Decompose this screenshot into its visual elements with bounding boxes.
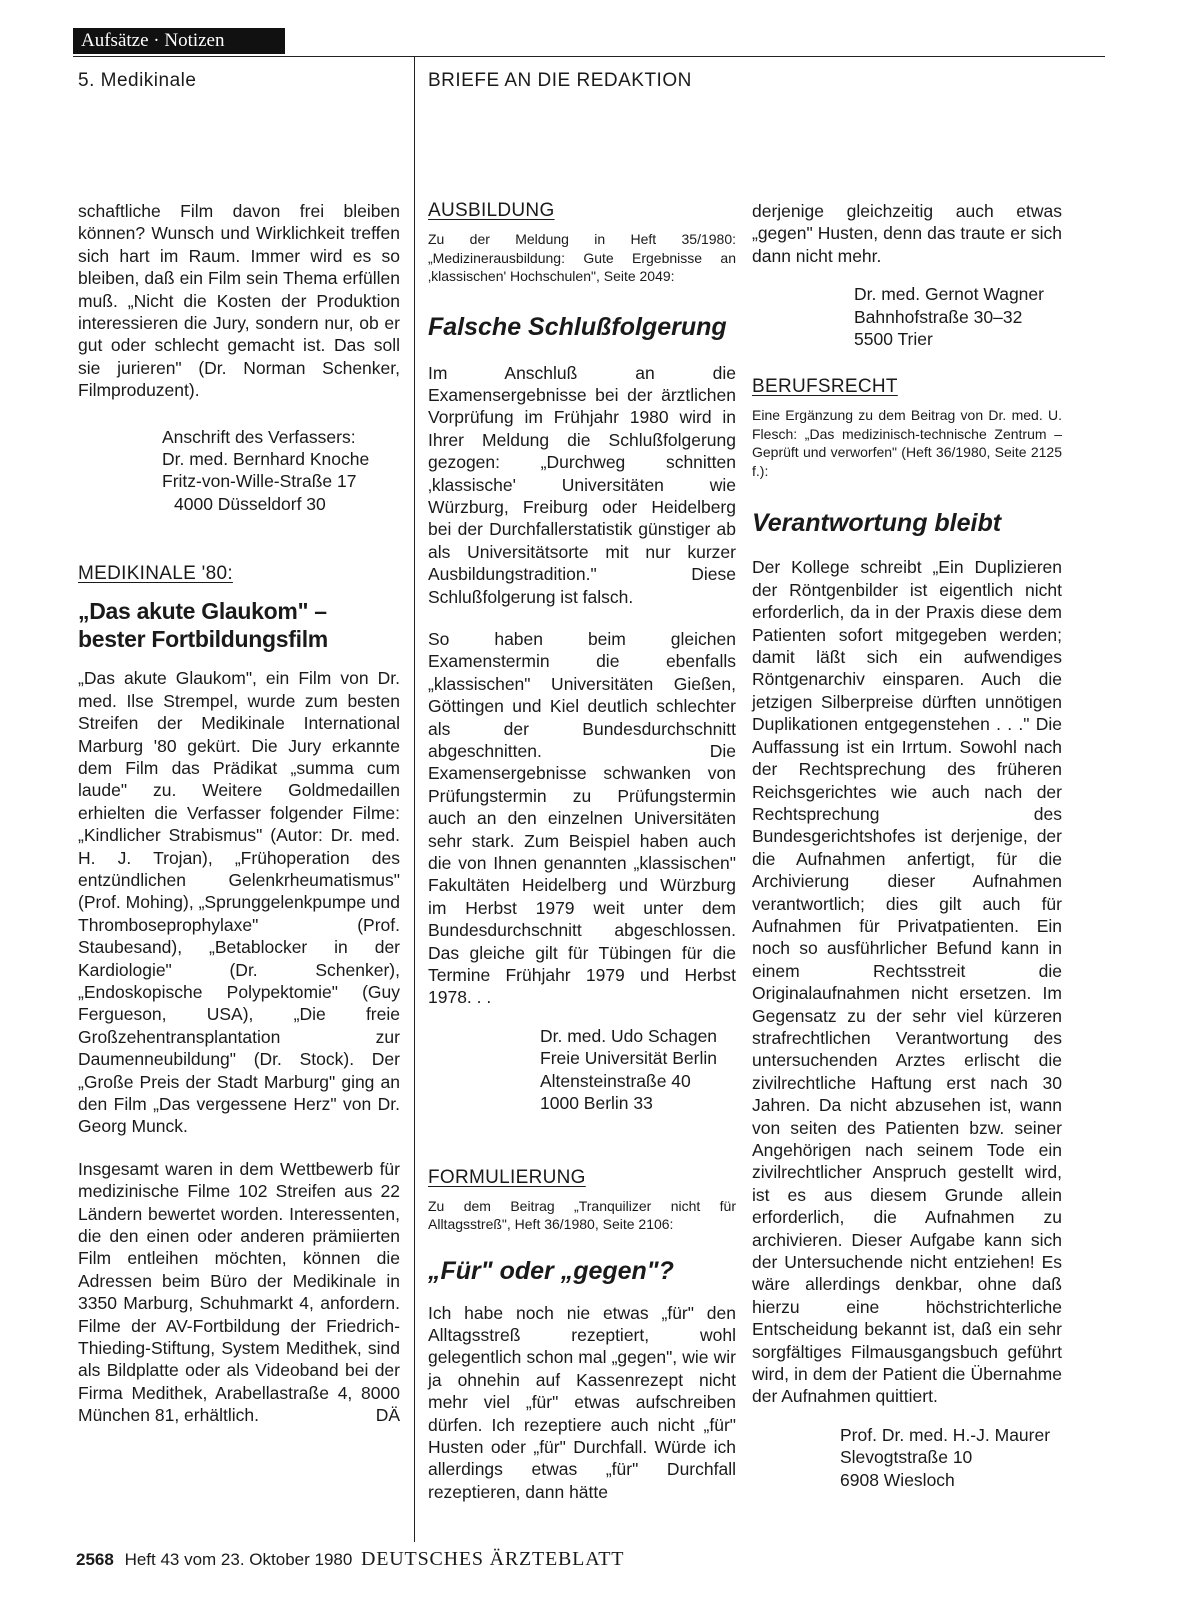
col3-para: Der Kollege schreibt „Ein Duplizieren der Röntgenbilder ist eigentlich nicht erforderlich, da in der Praxis diese dem Patienten sofort mitgegeben werden; damit läßt sich ein aufwendiges Röntgenarchiv einsparen. Auch die jetzigen Silberpreise dürften unnötigen Duplikationen entgegenstehen . . ." Die Auffassung ist ein Irrtum. Sowohl nach der Rechtsprechung des früheren Reichsgerichtes wie auch nach der Rechtsprechung des Bundesgerichtshofes ist derjenige, der die Aufnahmen anfertigt, für die Archivierung dieser Aufnahmen verantwortlich; dies gilt auch für Aufnahmen für Privatpatienten. Ein noch so ausführlicher Befund kann in einem Rechtsstreit die Originalaufnahmen nicht ersetzen. Im Gegensatz zu der sehr viel kürzeren strafrechtlichen Verantwortung des untersuchenden Arztes erlischt die zivilrechtliche Haftung erst nach 30 Jahren. Da nicht abzusehen ist, wann von seiten des Patienten bzw. seiner Angehörigen nach seinem Tode ein zivilrechtlicher Anspruch gestellt wird, ist es aus diesem Grunde allein erforderlich, die Aufnahmen zu archivieren. Dieser Aufgabe kann sich der Untersuchende nicht entziehen! Es wäre allerdings denkbar, ohne daß hierzu eine höchstrichterliche Entscheidung bekannt ist, daß ein sehr sorgfältiges Filmausgangsbuch geführt wird, in dem der Patient die Übernahme der Aufnahmen quittiert. — [752, 557, 1062, 1407]
col2-heading: BRIEFE AN DIE REDAKTION — [428, 70, 692, 91]
col1-intro: schaftliche Film davon frei bleiben können? Wunsch und Wirklichkeit treffen sich hart im Raum. Immer wird es so bleiben, daß ein Film sein Thema erfüllen muß. „Nicht die Kosten der Produktion interessieren die Jury, sondern nur, ob er gut oder schlecht gemacht ist. Das soll sie jurieren" (Dr. Norman Schenker, Filmproduzent). — [78, 201, 400, 401]
headline-fuer-oder-gegen: „Für" oder „gegen"? — [428, 1256, 674, 1285]
footer — [76, 1548, 624, 1571]
author-sign: DÄ — [375, 1405, 400, 1426]
col2-para3: Ich habe noch nie etwas „für" den Alltagsstreß rezeptiert, wohl gelegentlich schon mal „gegen", wie wir ja ohnehin auf Kassenrezept nicht mehr viel „für" etwas aufschreiben dürfen. Ich rezeptiere auch nicht „für" Husten oder „für" Durchfall. Würde ich allerdings etwas „für" Durchfall rezeptieren, dann hätte — [428, 1302, 736, 1502]
address-line: 5500 Trier — [854, 329, 933, 350]
page-number: 2568 — [76, 1550, 114, 1569]
address-line: Dr. med. Gernot Wagner — [854, 284, 1044, 305]
col1-heading: 5. Medikinale — [78, 70, 197, 91]
col2-address1 — [428, 1025, 736, 1115]
col1 — [78, 200, 400, 1427]
col1-para1: „Das akute Glaukom", ein Film von Dr. med. Ilse Strempel, wurde zum besten Streifen der Medikinale International Marburg '80 gekürt. Die Jury erkannte dem Film das Prädikat „summa cum laude" zu. Weitere Goldmedaillen erhielten die Verfasser folgender Filme: „Kindlicher Strabismus" (Autor: Dr. med. H. J. Trojan), „Frühoperation des entzündlichen Gelenkrheumatismus" (Prof. Mohing), „Sprunggelenkpumpe und Thromboseprophylaxe" (Prof. Staubesand), „Betablocker in der Kardiologie" (Dr. Schenker), „Endoskopische Polypektomie" (Guy Fergueson, USA), „Die freie Großzehentransplantation zur Daumenneubildung" (Dr. Stock). Der „Große Preis der Stadt Marburg" ging an den Film „Das vergessene Herz" von Dr. Georg Munck. — [78, 668, 400, 1137]
address-line: Bahnhofstraße 30–32 — [854, 306, 1023, 327]
headline-verantwortung: Verantwortung bleibt — [752, 509, 1002, 538]
ref-ausbildung: Zu der Meldung in Heft 35/1980: „Medizinerausbildung: Gute Ergebnisse an ‚klassischen' Hochschulen", Seite 2049: — [428, 231, 736, 284]
col1-address — [78, 426, 400, 516]
address-line: Fritz-von-Wille-Straße 17 — [162, 471, 357, 492]
col3-address2 — [752, 1424, 1062, 1491]
address-line: Prof. Dr. med. H.-J. Maurer — [840, 1424, 1051, 1445]
headline-line: bester Fortbildungsfilm — [78, 626, 328, 653]
kicker-ausbildung: AUSBILDUNG — [428, 200, 555, 221]
address-line: 1000 Berlin 33 — [540, 1093, 653, 1114]
journal-name: DEUTSCHES ÄRZTEBLATT — [361, 1548, 625, 1570]
col2 — [428, 200, 736, 1503]
col3-address1 — [752, 283, 1062, 350]
kicker-berufsrecht: BERUFSRECHT — [752, 376, 898, 398]
ref-formulierung: Zu dem Beitrag „Tranquilizer nicht für Alltagsstreß", Heft 36/1980, Seite 2106: — [428, 1197, 736, 1232]
column-divider — [414, 56, 415, 1542]
kicker-formulierung: FORMULIERUNG — [428, 1166, 586, 1188]
address-line: 6908 Wiesloch — [840, 1469, 955, 1490]
headline-line: „Das akute Glaukom" – — [78, 598, 327, 625]
headline-glaukom — [78, 597, 400, 653]
address-line: Anschrift des Verfassers: — [162, 426, 356, 447]
address-line: Slevogtstraße 10 — [840, 1447, 973, 1468]
col2-para1: Im Anschluß an die Examensergebnisse bei der ärztlichen Vorprüfung im Frühjahr 1980 wird in Ihrer Meldung die Schlußfolgerung gezogen: „Durchweg schnitten ‚klassische' Universitäten wie Würzburg, Freiburg oder Heidelberg bei der Durchfallerstatistik günstiger ab als Universitätsorte mit nur kurzer Ausbildungstradition." Diese Schlußfolgerung ist falsch. — [428, 362, 736, 607]
address-line: Freie Universität Berlin — [540, 1048, 717, 1069]
ref-berufsrecht: Eine Ergänzung zu dem Beitrag von Dr. med. U. Flesch: „Das medizinisch-technische Zentrum – Geprüft und verworfen" (Heft 36/1980, Seite 2125 f.): — [752, 407, 1062, 479]
section-tag: Aufsätze · Notizen — [73, 28, 285, 54]
col2-para2: So haben beim gleichen Examenstermin die ebenfalls „klassischen" Universitäten Gießen, Göttingen und Kiel deutlich schlechter als der Bundesdurchschnitt abgeschnitten. Die Examensergebnisse schwanken von Prüfungstermin zu Prüfungstermin auch an den einzelnen Universitäten sehr stark. Zum Beispiel haben auch die von Ihnen genannten „klassischen" Fakultäten Heidelberg und Würzburg im Herbst 1979 weit unter dem Bundesdurchschnitt abgeschlossen. Das gleiche gilt für Tübingen für die Termine Frühjahr 1979 und Herbst 1978. . . — [428, 628, 736, 1008]
address-line: Altensteinstraße 40 — [540, 1070, 691, 1091]
col3-cont: derjenige gleichzeitig auch etwas „gegen" Husten, denn das traute er sich dann nicht mehr. — [752, 201, 1062, 266]
header-rule — [73, 56, 1105, 57]
headline-schlussfolgerung: Falsche Schlußfolgerung — [428, 312, 727, 341]
issue-info: Heft 43 vom 23. Oktober 1980 — [124, 1550, 353, 1569]
col3 — [752, 200, 1062, 1491]
kicker-medikinale: MEDIKINALE '80: — [78, 563, 233, 585]
col1-para2 — [78, 1158, 400, 1427]
address-line: Dr. med. Udo Schagen — [540, 1025, 718, 1046]
address-line: 4000 Düsseldorf 30 — [174, 493, 326, 514]
address-line: Dr. med. Bernhard Knoche — [162, 449, 370, 470]
col1-para2-text: Insgesamt waren in dem Wettbewerb für medizinische Filme 102 Streifen aus 22 Ländern bewertet worden. Interessenten, die den einen oder anderen prämiierten Film entleihen möchten, können die Adressen beim Büro der Medikinale in 3350 Marburg, Schuhmarkt 4, anfordern. Filme der AV-Fortbildung der Friedrich-Thieding-Stiftung, System Medithek, sind als Bildplatte oder als Videoband bei der Firma Medithek, Arabellastraße 4, 8000 München 81, erhältlich. — [78, 1158, 400, 1426]
